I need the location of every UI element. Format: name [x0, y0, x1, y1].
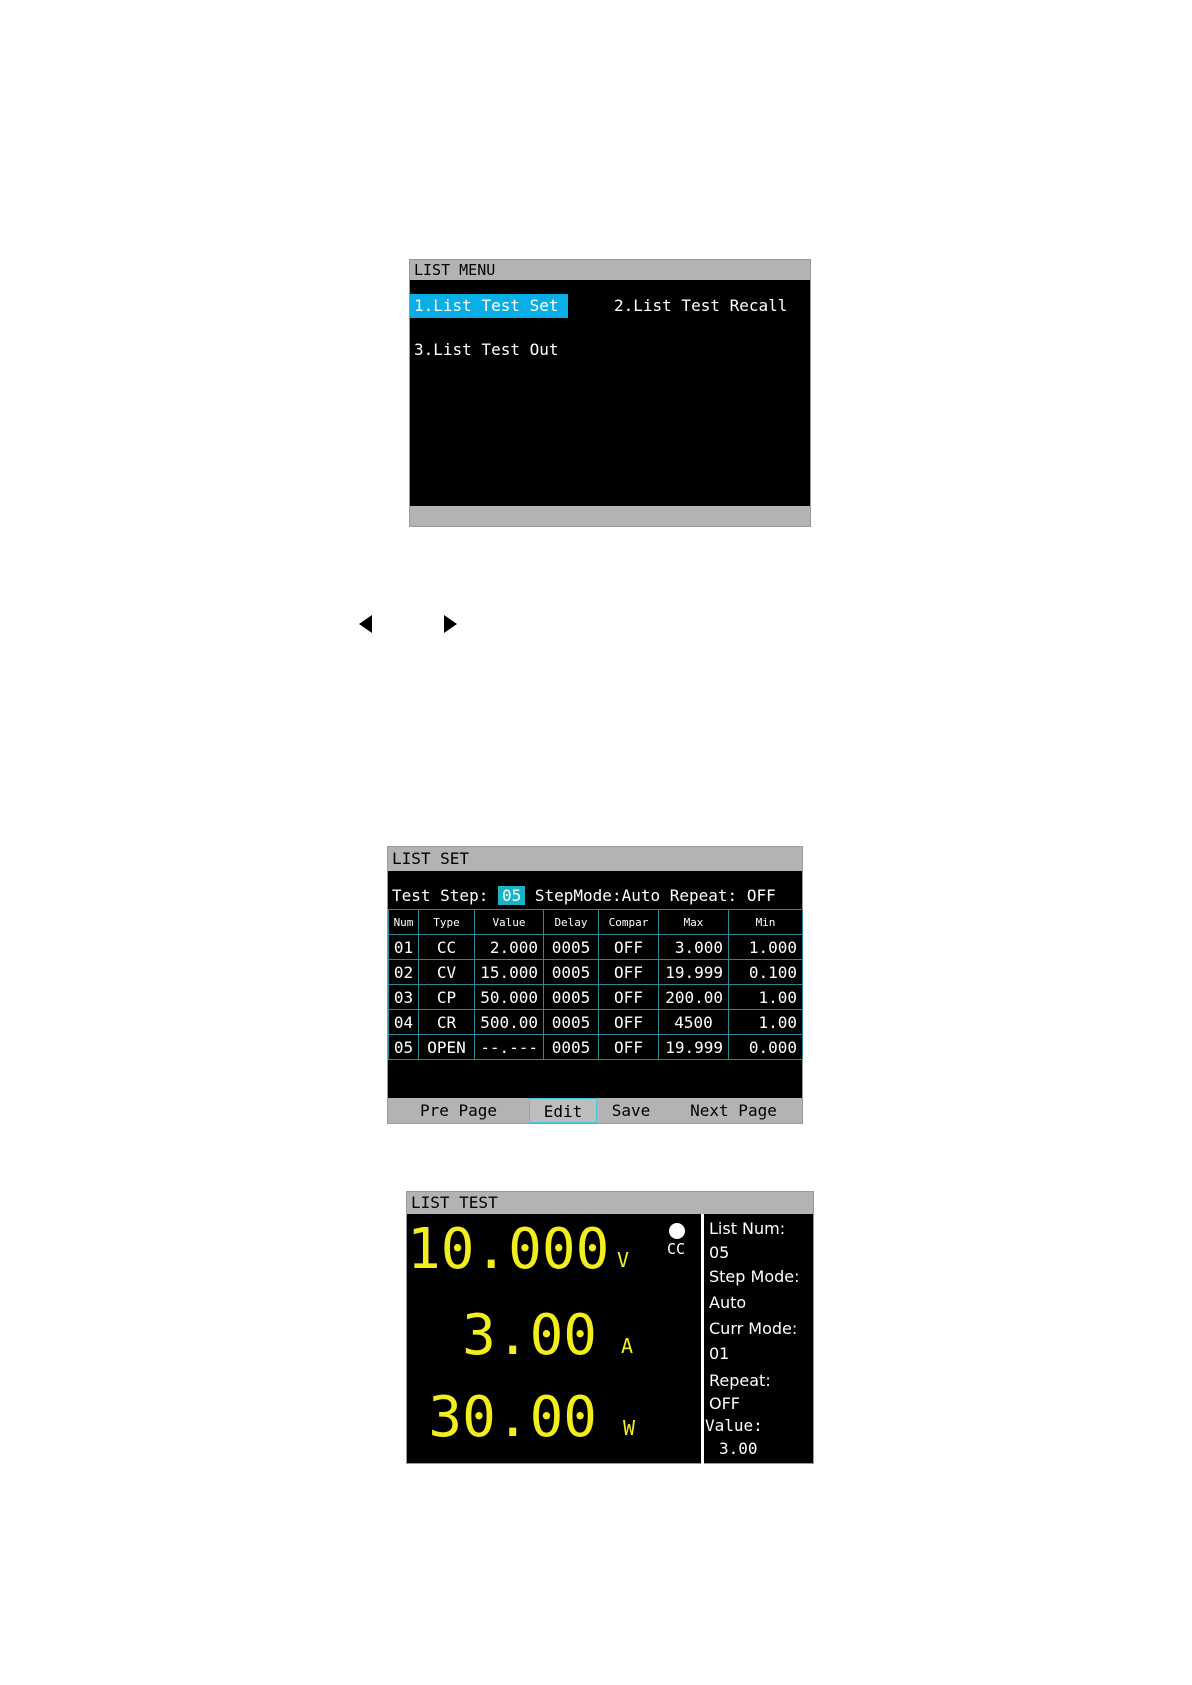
cell-num: 03	[389, 985, 419, 1010]
list-test-screen	[406, 1191, 814, 1464]
cell-min[interactable]: 1.000	[729, 935, 803, 960]
cell-value[interactable]: 2.000	[475, 935, 544, 960]
list-set-title: LIST SET	[388, 847, 802, 871]
cell-max[interactable]: 19.999	[659, 960, 729, 985]
table-header-row	[389, 910, 803, 935]
status-dot-icon	[669, 1223, 685, 1239]
cell-type[interactable]: CP	[419, 985, 475, 1010]
cell-max[interactable]: 200.00	[659, 985, 729, 1010]
list-num-label: List Num:	[709, 1219, 786, 1238]
current-readout: 3.00	[462, 1303, 597, 1368]
test-step-label: Test Step:	[392, 886, 489, 905]
cell-min[interactable]: 0.100	[729, 960, 803, 985]
cell-delay[interactable]: 0005	[544, 1035, 599, 1060]
cell-compar[interactable]: OFF	[599, 985, 659, 1010]
right-arrow-icon	[444, 615, 457, 633]
cell-num: 05	[389, 1035, 419, 1060]
cell-num: 04	[389, 1010, 419, 1035]
col-header-num: Num	[389, 910, 419, 935]
next-page-button[interactable]: Next Page	[690, 1101, 777, 1120]
left-arrow-icon	[359, 615, 372, 633]
table-row[interactable]	[389, 935, 803, 960]
cell-compar[interactable]: OFF	[599, 1010, 659, 1035]
step-mode-value: Auto	[709, 1293, 747, 1312]
table-row[interactable]	[389, 960, 803, 985]
test-step-value[interactable]: 05	[498, 886, 525, 905]
cell-value[interactable]: 500.00	[475, 1010, 544, 1035]
cell-min[interactable]: 1.00	[729, 1010, 803, 1035]
step-mode[interactable]: StepMode:Auto	[534, 886, 661, 905]
edit-button[interactable]: Edit	[529, 1098, 597, 1123]
menu-item-list-test-set[interactable]: 1.List Test Set	[410, 294, 568, 318]
menu-item-list-test-recall[interactable]: 2.List Test Recall	[614, 296, 788, 315]
list-menu-title: LIST MENU	[410, 260, 810, 280]
repeat-value: OFF	[709, 1394, 740, 1413]
list-set-softkey-bar	[388, 1098, 802, 1123]
col-header-compar: Compar	[599, 910, 659, 935]
cell-min[interactable]: 1.00	[729, 985, 803, 1010]
power-readout: 30.00	[428, 1385, 597, 1450]
table-row[interactable]	[389, 1010, 803, 1035]
step-settings-line	[392, 885, 776, 907]
cell-compar[interactable]: OFF	[599, 960, 659, 985]
table-row[interactable]	[389, 1035, 803, 1060]
cell-max[interactable]: 3.000	[659, 935, 729, 960]
list-test-title: LIST TEST	[407, 1192, 813, 1214]
curr-mode-label: Curr Mode:	[709, 1319, 798, 1338]
col-header-min: Min	[729, 910, 803, 935]
col-header-max: Max	[659, 910, 729, 935]
cell-num: 01	[389, 935, 419, 960]
col-header-delay: Delay	[544, 910, 599, 935]
repeat-label: Repeat:	[709, 1371, 771, 1390]
repeat-setting[interactable]: Repeat: OFF	[669, 886, 776, 905]
step-mode-label: Step Mode:	[709, 1267, 800, 1286]
curr-mode-value: 01	[709, 1344, 730, 1363]
cell-compar[interactable]: OFF	[599, 1035, 659, 1060]
pre-page-button[interactable]: Pre Page	[419, 1101, 498, 1120]
cell-delay[interactable]: 0005	[544, 960, 599, 985]
cell-max[interactable]: 19.999	[659, 1035, 729, 1060]
cell-type[interactable]: CV	[419, 960, 475, 985]
cell-num: 02	[389, 960, 419, 985]
value-label: Value:	[705, 1416, 763, 1435]
voltage-readout: 10.000	[407, 1217, 610, 1282]
cell-type[interactable]: CC	[419, 935, 475, 960]
value-readout: 3.00	[719, 1439, 758, 1458]
cell-delay[interactable]: 0005	[544, 935, 599, 960]
list-num-value: 05	[709, 1243, 730, 1262]
cell-delay[interactable]: 0005	[544, 985, 599, 1010]
cell-value[interactable]: 50.000	[475, 985, 544, 1010]
panel-divider	[701, 1214, 704, 1465]
current-unit: A	[621, 1334, 634, 1358]
cell-type[interactable]: CR	[419, 1010, 475, 1035]
cell-delay[interactable]: 0005	[544, 1010, 599, 1035]
list-steps-table	[388, 909, 803, 1060]
list-menu-screen	[409, 259, 811, 527]
cell-max[interactable]: 4500	[659, 1010, 729, 1035]
cell-value[interactable]: 15.000	[475, 960, 544, 985]
power-unit: W	[623, 1416, 636, 1440]
list-set-screen	[387, 846, 803, 1124]
cell-compar[interactable]: OFF	[599, 935, 659, 960]
table-row[interactable]	[389, 985, 803, 1010]
voltage-unit: V	[617, 1248, 630, 1272]
save-button[interactable]: Save	[611, 1101, 651, 1120]
cell-value[interactable]: --.---	[475, 1035, 544, 1060]
cell-min[interactable]: 0.000	[729, 1035, 803, 1060]
col-header-value: Value	[475, 910, 544, 935]
list-menu-footer	[410, 506, 810, 526]
col-header-type: Type	[419, 910, 475, 935]
mode-indicator: CC	[667, 1240, 686, 1258]
cell-type[interactable]: OPEN	[419, 1035, 475, 1060]
menu-item-list-test-out[interactable]: 3.List Test Out	[414, 340, 559, 359]
